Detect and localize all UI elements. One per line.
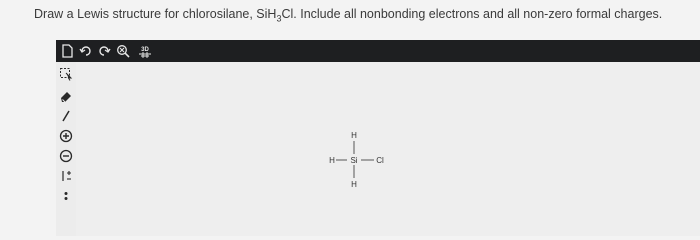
atom-center[interactable]: Si xyxy=(350,156,358,165)
lone-pair-icon xyxy=(59,189,73,203)
new-document-button[interactable] xyxy=(58,42,76,60)
question-prefix: Draw a Lewis structure for chlorosilane, SiH xyxy=(34,7,277,21)
atom-bottom[interactable]: H xyxy=(351,180,357,189)
positive-charge-icon xyxy=(59,129,73,143)
undo-button[interactable] xyxy=(77,42,95,60)
zoom-button[interactable] xyxy=(114,42,132,60)
negative-charge-icon xyxy=(59,149,73,163)
atom-top[interactable]: H xyxy=(351,131,357,140)
atom-right[interactable]: Cl xyxy=(376,156,384,165)
lone-pair-tool[interactable] xyxy=(56,186,76,206)
positive-charge-tool[interactable] xyxy=(56,126,76,146)
select-tool[interactable] xyxy=(56,64,76,84)
redo-icon xyxy=(97,45,111,57)
3d-view-icon xyxy=(135,43,155,59)
undo-icon xyxy=(79,45,93,57)
new-document-icon xyxy=(61,44,73,58)
eraser-icon xyxy=(59,89,73,103)
bond-icon xyxy=(59,109,73,123)
question-text xyxy=(34,7,662,24)
question-subscript: 3 xyxy=(276,13,282,24)
increase-charge-tool[interactable] xyxy=(56,166,76,186)
side-toolbar xyxy=(56,62,76,236)
top-toolbar xyxy=(56,40,700,62)
3d-view-button[interactable] xyxy=(134,42,156,60)
increase-charge-icon xyxy=(59,169,73,183)
3d-view-label: 3D xyxy=(141,47,149,53)
drawing-canvas[interactable] xyxy=(76,62,700,236)
negative-charge-tool[interactable] xyxy=(56,146,76,166)
molecule-drawing xyxy=(76,62,700,236)
atom-left[interactable]: H xyxy=(329,156,335,165)
bond-tool[interactable] xyxy=(56,106,76,126)
redo-button[interactable] xyxy=(95,42,113,60)
select-icon xyxy=(59,67,73,81)
question-suffix: Cl. Include all nonbonding electrons and all non-zero formal charges. xyxy=(281,7,663,21)
eraser-tool[interactable] xyxy=(56,86,76,106)
zoom-icon xyxy=(116,44,130,58)
